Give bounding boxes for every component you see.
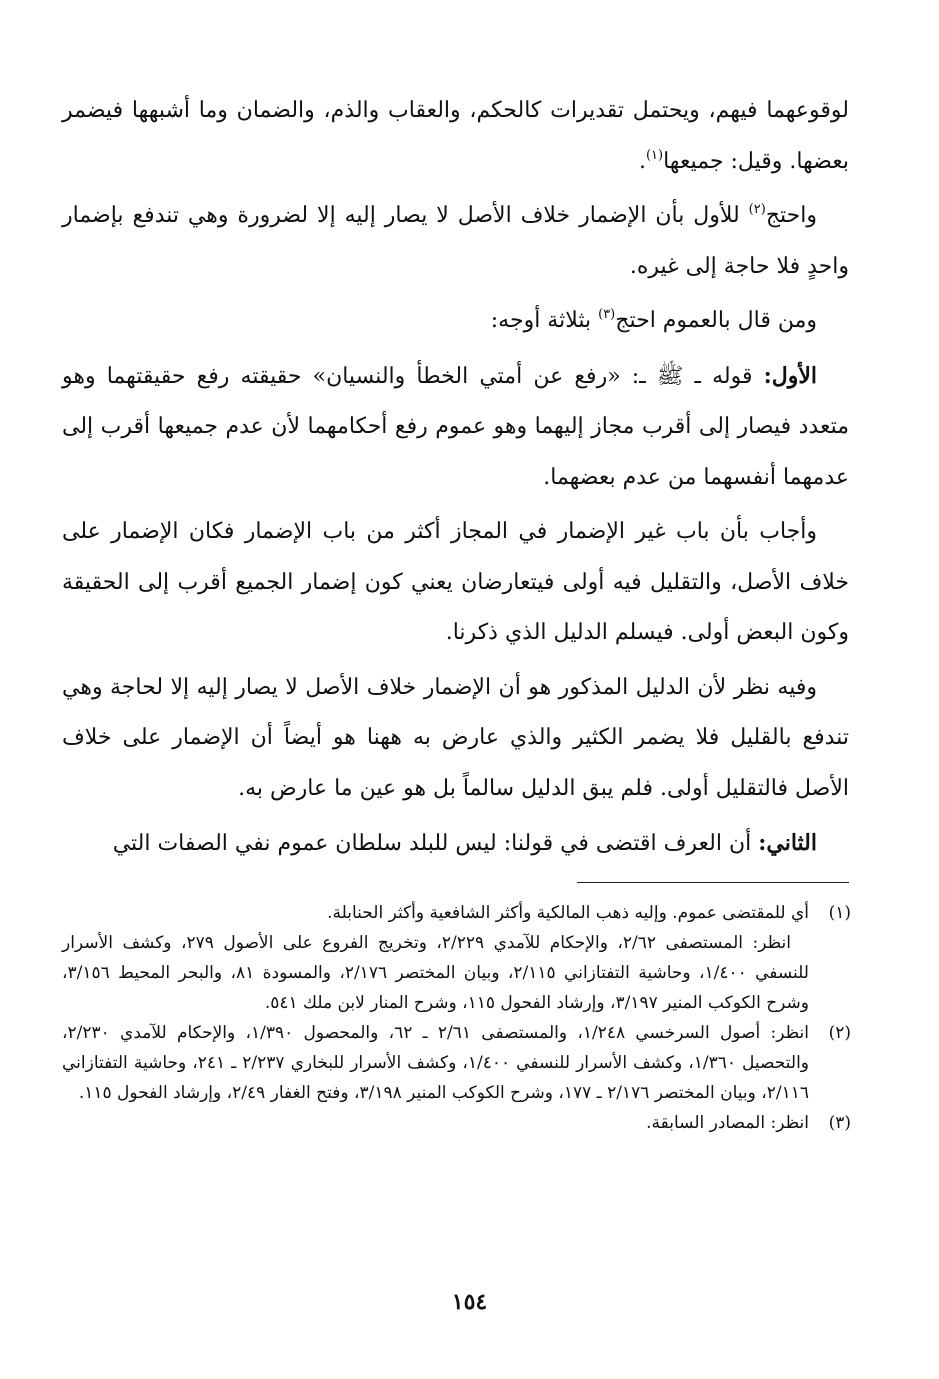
page-number: ١٥٤ xyxy=(451,1289,488,1315)
footnote-1-number: (١) xyxy=(828,903,851,923)
paragraph-3 xyxy=(62,296,849,347)
footnote-ref-1[interactable]: (١) xyxy=(645,147,664,163)
paragraph-4-text: قوله ـ ﷺ ـ: «رفع عن أمتي الخطأ والنسيان» حقيقته رفع حقيقتهما وهو متعدد فيصار إلى أقرب مجاز إليهما وهو عموم رفع أحكامهما لأن عدم جميعها أقرب إلى عدمهما أنفسهما من عدم بعضهما. xyxy=(62,363,849,490)
footnote-1-text: أي للمقتضى عموم. وإليه ذهب المالكية وأكثر الشافعية وأكثر الحنابلة. xyxy=(327,903,809,923)
main-text xyxy=(62,86,849,874)
footnote-2-number: (٢) xyxy=(828,1023,851,1043)
footnotes xyxy=(62,898,851,1138)
paragraph-1 xyxy=(62,86,849,187)
paragraph-5 xyxy=(62,507,849,659)
footnote-ref-2[interactable]: (٢) xyxy=(748,202,766,217)
paragraph-4 xyxy=(62,351,849,504)
paragraph-7-label: الثاني: xyxy=(758,830,817,856)
footnote-3-text: انظر: المصادر السابقة. xyxy=(646,1113,809,1133)
paragraph-3-text: بثلاثة أوجه: xyxy=(490,308,599,333)
paragraph-7-text: أن العرف اقتضى في قولنا: ليس للبلد سلطان عموم نفي الصفات التي xyxy=(112,831,759,856)
paragraph-6 xyxy=(62,663,849,815)
paragraph-6-text: وفيه نظر لأن الدليل المذكور هو أن الإضمار خلاف الأصل لا يصار إليه إلا لحاجة وهي تندفع بالقليل فلا يضمر الكثير والذي عارض به ههنا هو أيضاً أن الإضمار على خلاف الأصل فالتقليل أولى. فلم يبق الدليل سالماً بل هو عين ما عارض به. xyxy=(62,674,849,801)
paragraph-3-start: ومن قال بالعموم احتج xyxy=(615,308,817,333)
footnote-separator xyxy=(577,882,849,883)
paragraph-1-text: لوقوعهما فيهم، ويحتمل تقديرات كالحكم، والعقاب والذم، والضمان وما أشبهها فيضمر بعضها. وقيل: جميعها xyxy=(62,98,849,174)
footnote-ref-3[interactable]: (٣) xyxy=(598,307,616,322)
paragraph-2 xyxy=(62,191,849,292)
footnote-1-sources: انظر: المستصفى ٢/٦٢، والإحكام للآمدي ٢/٢٢٩، وتخريج الفروع على الأصول ٢٧٩، وكشف الأسرار للنسفي ١/٤٠٠، وحاشية التفتازاني ٢/١١٥، وبيان المختصر ٢/١٧٦، والمسودة ٨١، والبحر المحيط ٣/١٥٦، وشرح الكوكب المنير ٣/١٩٧، وإرشاد الفحول ١١٥، وشرح المنار لابن ملك ٥٤١. xyxy=(62,933,809,1013)
paragraph-7 xyxy=(62,818,849,870)
footnote-2 xyxy=(62,1018,851,1108)
footnote-2-text: انظر: أصول السرخسي ١/٢٤٨، والمستصفى ٢/٦١ ـ ٦٢، والمحصول ١/٣٩٠، والإحكام للآمدي ٢/٢٣٠، والتحصيل ١/٣٦٠، وكشف الأسرار للنسفي ١/٤٠٠، وكشف الأسرار للبخاري ٢/٢٣٧ ـ ٢٤١، وحاشية التفتازاني ٢/١١٦، وبيان المختصر ٢/١٧٦ ـ ١٧٧، وشرح الكوكب المنير ٣/١٩٨، وفتح الغفار ٢/٤٩، وإرشاد الفحول ١١٥. xyxy=(62,1023,810,1103)
footnote-3 xyxy=(62,1108,851,1138)
paragraph-2-text: للأول بأن الإضمار خلاف الأصل لا يصار إليه إلا لضرورة وهي تندفع بإضمار واحدٍ فلا حاجة إلى غيره. xyxy=(62,203,849,279)
paragraph-2-start: واحتج xyxy=(765,203,817,228)
footnote-3-number: (٣) xyxy=(828,1113,851,1133)
footnote-1 xyxy=(62,898,851,1018)
paragraph-4-label: الأول: xyxy=(763,362,817,389)
paragraph-1-end: . xyxy=(638,148,646,174)
paragraph-5-text: وأجاب بأن باب غير الإضمار في المجاز أكثر من باب الإضمار فكان الإضمار على خلاف الأصل، والتقليل فيه أولى فيتعارضان يعني كون إضمار الجميع أقرب إلى الحقيقة وكون البعض أولى. فيسلم الدليل الذي ذكرنا. xyxy=(62,519,849,645)
